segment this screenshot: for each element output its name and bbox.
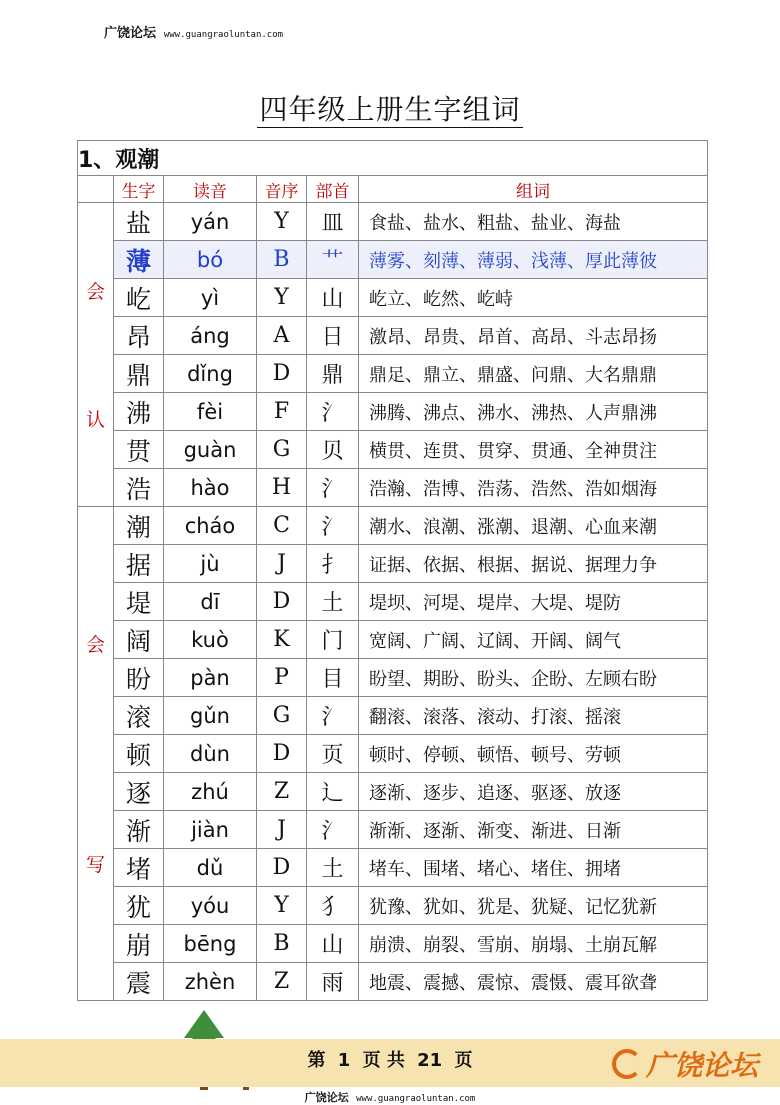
header-radical: 部首 bbox=[307, 176, 359, 203]
index-cell: K bbox=[257, 621, 307, 659]
index-cell: D bbox=[257, 735, 307, 773]
page-total: 21 bbox=[417, 1050, 443, 1071]
radical-cell: 氵 bbox=[307, 507, 359, 545]
table-row bbox=[78, 811, 708, 849]
char-cell: 顿 bbox=[114, 735, 164, 773]
pinyin-cell: guàn bbox=[164, 431, 257, 469]
logo-g-icon bbox=[612, 1049, 642, 1079]
table-row bbox=[78, 431, 708, 469]
words-cell: 堤坝、河堤、堤岸、大堤、堤防 bbox=[359, 583, 708, 621]
index-cell: F bbox=[257, 393, 307, 431]
char-cell: 鼎 bbox=[114, 355, 164, 393]
radical-cell: 页 bbox=[307, 735, 359, 773]
site-logo bbox=[612, 1044, 758, 1084]
char-cell: 渐 bbox=[114, 811, 164, 849]
header-group-cell bbox=[78, 176, 114, 203]
char-cell: 犹 bbox=[114, 887, 164, 925]
words-cell: 屹立、屹然、屹峙 bbox=[359, 279, 708, 317]
radical-cell: 氵 bbox=[307, 811, 359, 849]
char-cell: 盐 bbox=[114, 203, 164, 241]
words-cell: 潮水、浪潮、涨潮、退潮、心血来潮 bbox=[359, 507, 708, 545]
page-header bbox=[104, 22, 283, 41]
pinyin-cell: yán bbox=[164, 203, 257, 241]
table-row bbox=[78, 469, 708, 507]
words-cell: 鼎足、鼎立、鼎盛、问鼎、大名鼎鼎 bbox=[359, 355, 708, 393]
table-row bbox=[78, 849, 708, 887]
group-label: 会 bbox=[85, 281, 105, 303]
table-row bbox=[78, 963, 708, 1001]
words-cell: 犹豫、犹如、犹是、犹疑、记忆犹新 bbox=[359, 887, 708, 925]
table-row bbox=[78, 925, 708, 963]
pinyin-cell: bó bbox=[164, 241, 257, 279]
pinyin-cell: dǔ bbox=[164, 849, 257, 887]
header-brand: 广饶论坛 bbox=[104, 26, 157, 41]
words-cell: 盼望、期盼、盼头、企盼、左顾右盼 bbox=[359, 659, 708, 697]
pinyin-cell: bēng bbox=[164, 925, 257, 963]
pinyin-cell: jiàn bbox=[164, 811, 257, 849]
words-cell: 渐渐、逐渐、渐变、渐进、日渐 bbox=[359, 811, 708, 849]
index-cell: D bbox=[257, 355, 307, 393]
radical-cell: 氵 bbox=[307, 697, 359, 735]
table-row bbox=[78, 887, 708, 925]
index-cell: B bbox=[257, 925, 307, 963]
pinyin-cell: áng bbox=[164, 317, 257, 355]
words-cell: 顿时、停顿、顿悟、顿号、劳顿 bbox=[359, 735, 708, 773]
pinyin-cell: hào bbox=[164, 469, 257, 507]
pinyin-cell: pàn bbox=[164, 659, 257, 697]
table-row bbox=[78, 393, 708, 431]
words-cell: 食盐、盐水、粗盐、盐业、海盐 bbox=[359, 203, 708, 241]
char-cell: 沸 bbox=[114, 393, 164, 431]
char-cell: 贯 bbox=[114, 431, 164, 469]
radical-cell: 皿 bbox=[307, 203, 359, 241]
header-char: 生字 bbox=[114, 176, 164, 203]
char-cell: 堤 bbox=[114, 583, 164, 621]
pinyin-cell: zhú bbox=[164, 773, 257, 811]
radical-cell: 艹 bbox=[307, 241, 359, 279]
index-cell: Y bbox=[257, 887, 307, 925]
page-title bbox=[0, 88, 780, 128]
radical-cell: 山 bbox=[307, 279, 359, 317]
table-row bbox=[78, 507, 708, 545]
words-cell: 崩溃、崩裂、雪崩、崩塌、土崩瓦解 bbox=[359, 925, 708, 963]
vocab-table bbox=[77, 140, 708, 1001]
pinyin-cell: yì bbox=[164, 279, 257, 317]
char-cell: 阔 bbox=[114, 621, 164, 659]
words-cell: 沸腾、沸点、沸水、沸热、人声鼎沸 bbox=[359, 393, 708, 431]
char-cell: 屹 bbox=[114, 279, 164, 317]
header-row bbox=[78, 176, 708, 203]
pinyin-cell: gǔn bbox=[164, 697, 257, 735]
table-row bbox=[78, 317, 708, 355]
group-label: 写 bbox=[85, 854, 105, 877]
words-cell: 证据、依据、根据、据说、据理力争 bbox=[359, 545, 708, 583]
radical-cell: 日 bbox=[307, 317, 359, 355]
index-cell: A bbox=[257, 317, 307, 355]
table-row bbox=[78, 735, 708, 773]
index-cell: D bbox=[257, 583, 307, 621]
radical-cell: 土 bbox=[307, 583, 359, 621]
logo-text: 广饶论坛 bbox=[646, 1049, 759, 1082]
char-cell: 崩 bbox=[114, 925, 164, 963]
table-row bbox=[78, 355, 708, 393]
char-cell: 昂 bbox=[114, 317, 164, 355]
words-cell: 地震、震撼、震惊、震慑、震耳欲聋 bbox=[359, 963, 708, 1001]
radical-cell: 雨 bbox=[307, 963, 359, 1001]
words-cell: 横贯、连贯、贯穿、贯通、全神贯注 bbox=[359, 431, 708, 469]
words-cell: 激昂、昂贵、昂首、高昂、斗志昂扬 bbox=[359, 317, 708, 355]
radical-cell: 氵 bbox=[307, 393, 359, 431]
pinyin-cell: jù bbox=[164, 545, 257, 583]
char-cell: 据 bbox=[114, 545, 164, 583]
index-cell: D bbox=[257, 849, 307, 887]
header-index: 音序 bbox=[257, 176, 307, 203]
char-cell: 薄 bbox=[114, 241, 164, 279]
table-row bbox=[78, 279, 708, 317]
index-cell: B bbox=[257, 241, 307, 279]
table-row bbox=[78, 545, 708, 583]
index-cell: Y bbox=[257, 279, 307, 317]
pinyin-cell: dī bbox=[164, 583, 257, 621]
char-cell: 滚 bbox=[114, 697, 164, 735]
radical-cell: 目 bbox=[307, 659, 359, 697]
index-cell: G bbox=[257, 431, 307, 469]
table-row bbox=[78, 659, 708, 697]
index-cell: G bbox=[257, 697, 307, 735]
index-cell: C bbox=[257, 507, 307, 545]
radical-cell: 贝 bbox=[307, 431, 359, 469]
words-cell: 宽阔、广阔、辽阔、开阔、阔气 bbox=[359, 621, 708, 659]
words-cell: 薄雾、刻薄、薄弱、浅薄、厚此薄彼 bbox=[359, 241, 708, 279]
page-prefix: 第 bbox=[307, 1050, 326, 1071]
radical-cell: 犭 bbox=[307, 887, 359, 925]
group-label-cell bbox=[78, 203, 114, 507]
index-cell: H bbox=[257, 469, 307, 507]
char-cell: 盼 bbox=[114, 659, 164, 697]
header-words: 组词 bbox=[359, 176, 708, 203]
pinyin-cell: yóu bbox=[164, 887, 257, 925]
group-label: 认 bbox=[85, 409, 105, 431]
index-cell: P bbox=[257, 659, 307, 697]
radical-cell: 辶 bbox=[307, 773, 359, 811]
table-row bbox=[78, 697, 708, 735]
pinyin-cell: fèi bbox=[164, 393, 257, 431]
index-cell: Y bbox=[257, 203, 307, 241]
words-cell: 堵车、围堵、堵心、堵住、拥堵 bbox=[359, 849, 708, 887]
radical-cell: 山 bbox=[307, 925, 359, 963]
radical-cell: 扌 bbox=[307, 545, 359, 583]
radical-cell: 门 bbox=[307, 621, 359, 659]
index-cell: J bbox=[257, 545, 307, 583]
table-row bbox=[78, 621, 708, 659]
index-cell: Z bbox=[257, 963, 307, 1001]
words-cell: 浩瀚、浩博、浩荡、浩然、浩如烟海 bbox=[359, 469, 708, 507]
pinyin-cell: zhèn bbox=[164, 963, 257, 1001]
radical-cell: 土 bbox=[307, 849, 359, 887]
section-heading: 1、观潮 bbox=[78, 141, 708, 176]
words-cell: 翻滚、滚落、滚动、打滚、摇滚 bbox=[359, 697, 708, 735]
table-row bbox=[78, 241, 708, 279]
index-cell: Z bbox=[257, 773, 307, 811]
page-title-text: 四年级上册生字组词 bbox=[259, 93, 521, 126]
page-suffix: 页 bbox=[454, 1050, 473, 1071]
radical-cell: 氵 bbox=[307, 469, 359, 507]
group-label: 会 bbox=[85, 633, 105, 656]
page-middle: 页 共 bbox=[362, 1050, 405, 1071]
bottom-brand: 广饶论坛 bbox=[304, 1091, 349, 1104]
group-label-cell bbox=[78, 507, 114, 1001]
char-cell: 潮 bbox=[114, 507, 164, 545]
pinyin-cell: kuò bbox=[164, 621, 257, 659]
char-cell: 堵 bbox=[114, 849, 164, 887]
char-cell: 浩 bbox=[114, 469, 164, 507]
page-number: 1 bbox=[337, 1050, 351, 1071]
bottom-url[interactable]: www.guangraoluntan.com bbox=[356, 1094, 476, 1104]
char-cell: 逐 bbox=[114, 773, 164, 811]
pinyin-cell: dǐng bbox=[164, 355, 257, 393]
pinyin-cell: dùn bbox=[164, 735, 257, 773]
words-cell: 逐渐、逐步、追逐、驱逐、放逐 bbox=[359, 773, 708, 811]
table-row bbox=[78, 583, 708, 621]
header-url[interactable]: www.guangraoluntan.com bbox=[163, 30, 284, 40]
char-cell: 震 bbox=[114, 963, 164, 1001]
pinyin-cell: cháo bbox=[164, 507, 257, 545]
header-pinyin: 读音 bbox=[164, 176, 257, 203]
radical-cell: 鼎 bbox=[307, 355, 359, 393]
table-row bbox=[78, 773, 708, 811]
index-cell: J bbox=[257, 811, 307, 849]
table-row bbox=[78, 203, 708, 241]
